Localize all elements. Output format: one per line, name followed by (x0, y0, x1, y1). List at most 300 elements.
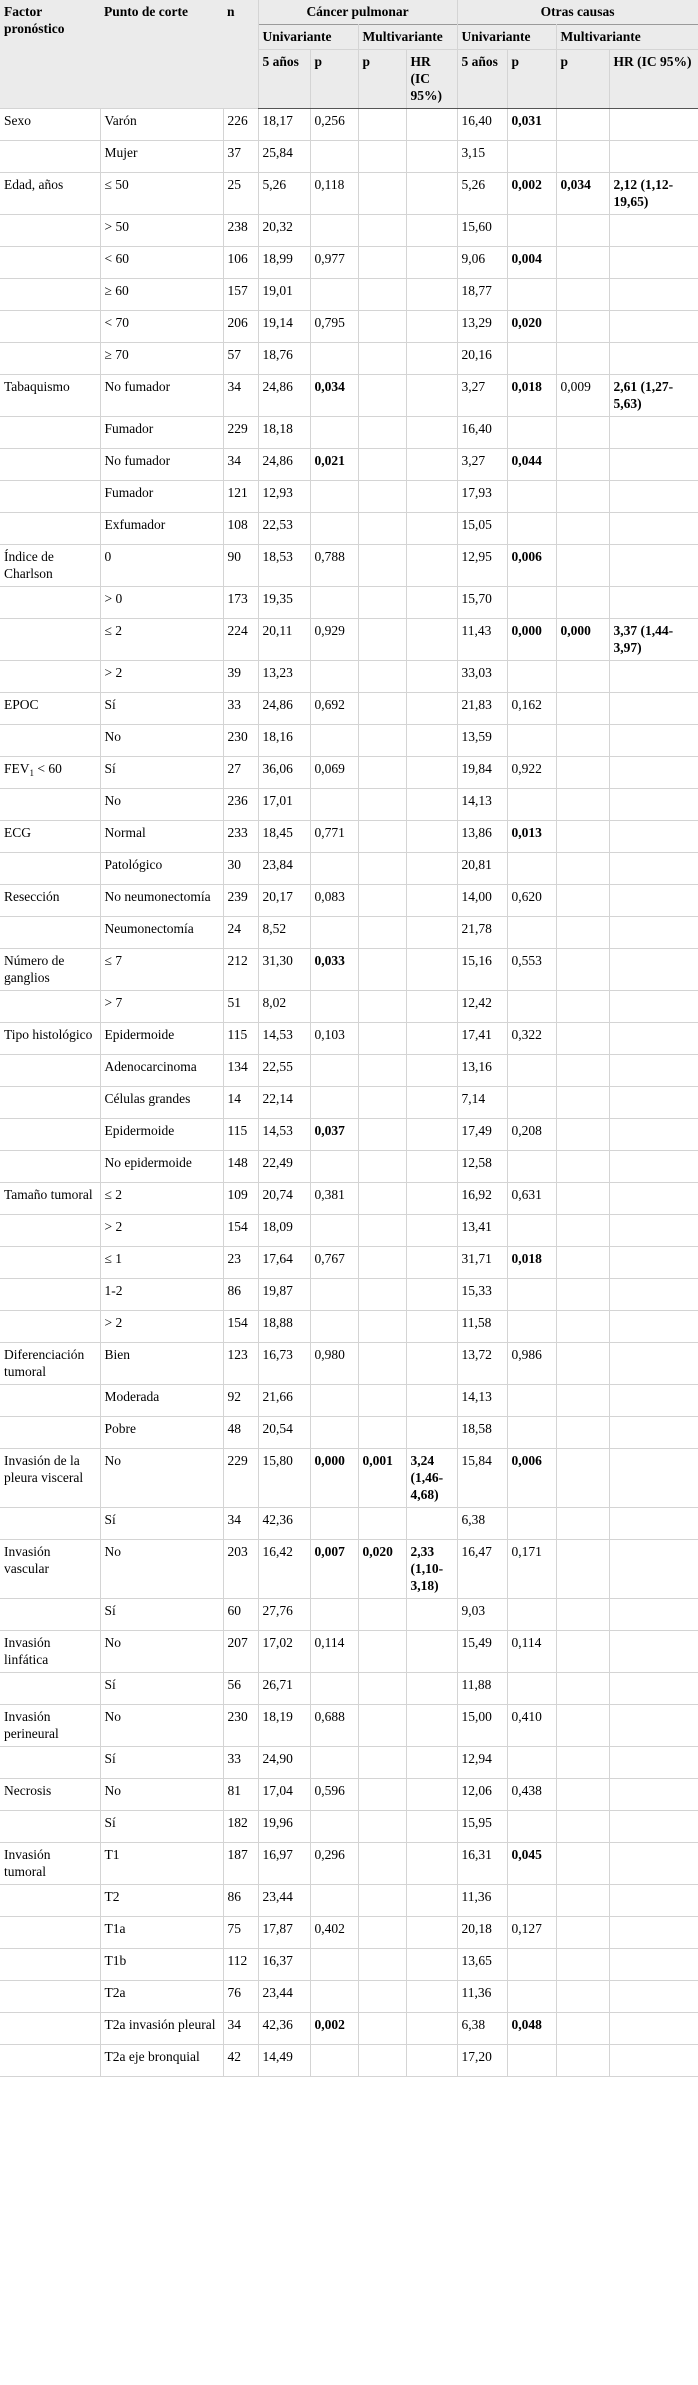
table-row (0, 2045, 698, 2077)
cell-otras-hr (609, 789, 698, 821)
cell-otras-5-anos: 15,70 (457, 587, 507, 619)
cell-cancer-p-uni (310, 1981, 358, 2013)
table-row (0, 2013, 698, 2045)
cell-cancer-p-uni: 0,118 (310, 173, 358, 215)
cell-corte: Varón (100, 109, 223, 141)
cell-cancer-hr (406, 343, 457, 375)
cell-n: 115 (223, 1119, 258, 1151)
cell-otras-p-multi (556, 1449, 609, 1508)
cell-corte: ≤ 50 (100, 173, 223, 215)
cell-otras-hr (609, 1343, 698, 1385)
cell-cancer-p-multi (358, 1885, 406, 1917)
cell-n: 154 (223, 1215, 258, 1247)
cell-otras-5-anos: 16,92 (457, 1183, 507, 1215)
cell-factor (0, 141, 100, 173)
cell-cancer-hr (406, 821, 457, 853)
cell-cancer-hr (406, 1343, 457, 1385)
cell-n: 157 (223, 279, 258, 311)
cell-otras-5-anos: 18,77 (457, 279, 507, 311)
cell-otras-hr (609, 1215, 698, 1247)
cell-otras-hr (609, 109, 698, 141)
cell-otras-hr (609, 1508, 698, 1540)
cell-cancer-p-multi (358, 1119, 406, 1151)
cell-otras-hr (609, 1981, 698, 2013)
cell-cancer-p-uni: 0,788 (310, 545, 358, 587)
cell-cancer-hr (406, 661, 457, 693)
header-otras-univariante: Univariante (457, 25, 556, 50)
cell-corte: Pobre (100, 1417, 223, 1449)
cell-otras-hr (609, 821, 698, 853)
cell-otras-5-anos: 16,31 (457, 1843, 507, 1885)
cell-n: 34 (223, 449, 258, 481)
cell-otras-5-anos: 12,06 (457, 1779, 507, 1811)
cell-factor: Tipo histológico (0, 1023, 100, 1055)
cell-corte: Epidermoide (100, 1119, 223, 1151)
cell-factor (0, 1055, 100, 1087)
cell-otras-hr (609, 1023, 698, 1055)
cell-n: 60 (223, 1599, 258, 1631)
cell-corte: No (100, 725, 223, 757)
header-cancer-5-anos: 5 años (258, 50, 310, 109)
cell-cancer-hr (406, 885, 457, 917)
table-row (0, 1311, 698, 1343)
cell-otras-p-uni (507, 513, 556, 545)
header-otras-p-uni: p (507, 50, 556, 109)
table-row (0, 1917, 698, 1949)
cell-otras-p-uni (507, 789, 556, 821)
cell-otras-5-anos: 15,33 (457, 1279, 507, 1311)
cell-otras-p-uni (507, 1055, 556, 1087)
cell-cancer-p-uni: 0,103 (310, 1023, 358, 1055)
cell-cancer-5-anos: 18,99 (258, 247, 310, 279)
cell-cancer-5-anos: 19,14 (258, 311, 310, 343)
cell-otras-hr (609, 885, 698, 917)
cell-otras-hr (609, 1705, 698, 1747)
cell-otras-p-multi (556, 1055, 609, 1087)
cell-otras-p-uni: 0,322 (507, 1023, 556, 1055)
cell-otras-p-multi (556, 109, 609, 141)
cell-cancer-p-multi (358, 1508, 406, 1540)
table-row (0, 1055, 698, 1087)
cell-n: 230 (223, 1705, 258, 1747)
cell-otras-5-anos: 6,38 (457, 2013, 507, 2045)
cell-corte: > 0 (100, 587, 223, 619)
cell-factor (0, 1119, 100, 1151)
cell-otras-5-anos: 14,00 (457, 885, 507, 917)
header-otras-hr: HR (IC 95%) (609, 50, 698, 109)
cell-cancer-hr (406, 545, 457, 587)
cell-otras-p-multi (556, 1183, 609, 1215)
cell-factor: Invasión linfática (0, 1631, 100, 1673)
cell-otras-5-anos: 13,59 (457, 725, 507, 757)
cell-cancer-5-anos: 42,36 (258, 1508, 310, 1540)
table-row (0, 1215, 698, 1247)
cell-cancer-p-multi (358, 449, 406, 481)
table-row (0, 693, 698, 725)
factor-label: FEV (4, 761, 30, 776)
cell-cancer-p-uni: 0,114 (310, 1631, 358, 1673)
cell-cancer-5-anos: 19,35 (258, 587, 310, 619)
cell-cancer-p-uni: 0,000 (310, 1449, 358, 1508)
cell-cancer-hr (406, 853, 457, 885)
cell-cancer-5-anos: 42,36 (258, 2013, 310, 2045)
cell-otras-p-multi (556, 1508, 609, 1540)
header-cancer-univariante: Univariante (258, 25, 358, 50)
cell-cancer-p-multi (358, 1279, 406, 1311)
cell-cancer-p-multi (358, 821, 406, 853)
cell-corte: ≤ 2 (100, 619, 223, 661)
cell-corte: T2a invasión pleural (100, 2013, 223, 2045)
cell-n: 115 (223, 1023, 258, 1055)
cell-otras-p-multi (556, 417, 609, 449)
cell-cancer-p-uni (310, 1417, 358, 1449)
cell-corte: ≤ 1 (100, 1247, 223, 1279)
cell-cancer-5-anos: 24,86 (258, 449, 310, 481)
table-row (0, 1779, 698, 1811)
cell-otras-p-uni: 0,208 (507, 1119, 556, 1151)
cell-factor: Diferenciación tumoral (0, 1343, 100, 1385)
cell-cancer-p-multi (358, 1417, 406, 1449)
cell-cancer-p-multi (358, 1631, 406, 1673)
cell-cancer-p-multi (358, 1215, 406, 1247)
cell-cancer-5-anos: 17,04 (258, 1779, 310, 1811)
cell-otras-p-uni: 0,114 (507, 1631, 556, 1673)
cell-otras-p-multi (556, 587, 609, 619)
cell-cancer-hr (406, 1508, 457, 1540)
cell-factor (0, 1747, 100, 1779)
table-row (0, 949, 698, 991)
cell-factor (0, 343, 100, 375)
cell-corte: Sí (100, 693, 223, 725)
cell-cancer-p-uni: 0,007 (310, 1540, 358, 1599)
cell-cancer-p-uni (310, 1508, 358, 1540)
cell-cancer-5-anos: 17,02 (258, 1631, 310, 1673)
table-row (0, 545, 698, 587)
cell-cancer-p-multi (358, 1705, 406, 1747)
cell-otras-5-anos: 17,20 (457, 2045, 507, 2077)
cell-cancer-5-anos: 5,26 (258, 173, 310, 215)
cell-cancer-5-anos: 16,97 (258, 1843, 310, 1885)
cell-corte: Sí (100, 1599, 223, 1631)
cell-factor: Invasión tumoral (0, 1843, 100, 1885)
cell-n: 23 (223, 1247, 258, 1279)
cell-otras-p-uni: 0,004 (507, 247, 556, 279)
cell-otras-p-multi (556, 141, 609, 173)
cell-otras-p-multi (556, 1247, 609, 1279)
cell-cancer-p-multi: 0,020 (358, 1540, 406, 1599)
cell-otras-p-multi (556, 1087, 609, 1119)
cell-otras-p-multi (556, 1747, 609, 1779)
cell-otras-p-multi: 0,000 (556, 619, 609, 661)
header-cancer-pulmonar: Cáncer pulmonar (258, 0, 457, 25)
cell-cancer-p-uni: 0,256 (310, 109, 358, 141)
cell-otras-p-uni (507, 1087, 556, 1119)
cell-cancer-5-anos: 18,09 (258, 1215, 310, 1247)
cell-cancer-hr (406, 1417, 457, 1449)
cell-cancer-hr (406, 513, 457, 545)
table-row (0, 1811, 698, 1843)
cell-otras-5-anos: 31,71 (457, 1247, 507, 1279)
cell-cancer-p-uni: 0,083 (310, 885, 358, 917)
cell-otras-hr (609, 725, 698, 757)
cell-corte: ≤ 7 (100, 949, 223, 991)
cell-cancer-5-anos: 14,53 (258, 1023, 310, 1055)
cell-otras-5-anos: 9,06 (457, 247, 507, 279)
cell-otras-5-anos: 14,13 (457, 789, 507, 821)
cell-otras-p-multi (556, 247, 609, 279)
cell-cancer-p-uni (310, 725, 358, 757)
cell-cancer-5-anos: 24,90 (258, 1747, 310, 1779)
cell-otras-hr (609, 853, 698, 885)
cell-otras-p-uni (507, 1885, 556, 1917)
cell-cancer-hr: 3,24 (1,46-4,68) (406, 1449, 457, 1508)
cell-cancer-5-anos: 14,49 (258, 2045, 310, 2077)
cell-otras-hr (609, 1599, 698, 1631)
cell-cancer-p-multi (358, 949, 406, 991)
cell-cancer-p-uni (310, 2045, 358, 2077)
cell-cancer-5-anos: 18,88 (258, 1311, 310, 1343)
cell-factor (0, 2045, 100, 2077)
cell-otras-hr (609, 141, 698, 173)
cell-cancer-p-uni (310, 1385, 358, 1417)
cell-factor (0, 1279, 100, 1311)
table-row (0, 1747, 698, 1779)
cell-factor (0, 1311, 100, 1343)
table-row (0, 853, 698, 885)
cell-otras-p-uni: 0,006 (507, 545, 556, 587)
cell-cancer-hr (406, 1705, 457, 1747)
cell-cancer-p-uni: 0,037 (310, 1119, 358, 1151)
cell-cancer-p-multi (358, 2045, 406, 2077)
cell-corte: 0 (100, 545, 223, 587)
cell-otras-5-anos: 11,36 (457, 1981, 507, 2013)
cell-otras-5-anos: 33,03 (457, 661, 507, 693)
cell-otras-p-uni: 0,438 (507, 1779, 556, 1811)
cell-n: 86 (223, 1279, 258, 1311)
cell-otras-p-multi (556, 991, 609, 1023)
cell-corte: No neumonectomía (100, 885, 223, 917)
cell-cancer-5-anos: 8,52 (258, 917, 310, 949)
cell-otras-p-uni: 0,171 (507, 1540, 556, 1599)
cell-cancer-hr (406, 1811, 457, 1843)
cell-factor (0, 449, 100, 481)
table-row (0, 109, 698, 141)
cell-otras-p-multi (556, 1417, 609, 1449)
cell-corte: T1 (100, 1843, 223, 1885)
table-row (0, 375, 698, 417)
cell-factor (0, 1087, 100, 1119)
cell-factor (0, 757, 100, 789)
cell-otras-hr (609, 1747, 698, 1779)
factor-label-tail: < 60 (34, 761, 62, 776)
cell-otras-hr (609, 2045, 698, 2077)
cell-otras-5-anos: 11,58 (457, 1311, 507, 1343)
cell-otras-hr (609, 1449, 698, 1508)
cell-cancer-p-multi (358, 1087, 406, 1119)
cell-cancer-5-anos: 13,23 (258, 661, 310, 693)
cell-n: 121 (223, 481, 258, 513)
cell-otras-hr (609, 1247, 698, 1279)
cell-otras-5-anos: 16,40 (457, 109, 507, 141)
cell-otras-hr (609, 693, 698, 725)
cell-factor (0, 917, 100, 949)
cell-n: 109 (223, 1183, 258, 1215)
cell-cancer-hr (406, 1087, 457, 1119)
cell-cancer-hr: 2,33 (1,10-3,18) (406, 1540, 457, 1599)
header-factor: Factor pronóstico (0, 0, 100, 109)
cell-n: 86 (223, 1885, 258, 1917)
cell-corte: Bien (100, 1343, 223, 1385)
cell-cancer-p-multi: 0,001 (358, 1449, 406, 1508)
cell-cancer-hr (406, 991, 457, 1023)
cell-otras-5-anos: 16,47 (457, 1540, 507, 1599)
cell-corte: > 2 (100, 1311, 223, 1343)
cell-n: 108 (223, 513, 258, 545)
cell-corte: > 7 (100, 991, 223, 1023)
cell-otras-5-anos: 15,16 (457, 949, 507, 991)
cell-cancer-p-multi (358, 311, 406, 343)
cell-cancer-p-multi (358, 247, 406, 279)
cell-cancer-p-uni: 0,980 (310, 1343, 358, 1385)
cell-otras-p-uni (507, 141, 556, 173)
cell-otras-hr (609, 1540, 698, 1599)
cell-cancer-5-anos: 24,86 (258, 375, 310, 417)
cell-cancer-p-uni (310, 1279, 358, 1311)
cell-n: 81 (223, 1779, 258, 1811)
table-row (0, 215, 698, 247)
cell-cancer-hr (406, 311, 457, 343)
cell-otras-hr (609, 449, 698, 481)
cell-cancer-hr (406, 247, 457, 279)
cell-cancer-hr (406, 1119, 457, 1151)
cell-cancer-5-anos: 36,06 (258, 757, 310, 789)
cell-n: 33 (223, 693, 258, 725)
cell-otras-5-anos: 12,58 (457, 1151, 507, 1183)
table-row (0, 1183, 698, 1215)
cell-factor: ECG (0, 821, 100, 853)
cell-cancer-5-anos: 22,14 (258, 1087, 310, 1119)
cell-otras-p-uni (507, 1215, 556, 1247)
table-row (0, 141, 698, 173)
cell-n: 154 (223, 1311, 258, 1343)
cell-otras-5-anos: 13,16 (457, 1055, 507, 1087)
cell-corte: No (100, 1540, 223, 1599)
cell-otras-5-anos: 12,94 (457, 1747, 507, 1779)
cell-otras-p-multi (556, 1981, 609, 2013)
cell-otras-p-uni (507, 1279, 556, 1311)
cell-cancer-5-anos: 23,44 (258, 1981, 310, 2013)
cell-factor (0, 853, 100, 885)
cell-cancer-5-anos: 22,55 (258, 1055, 310, 1087)
cell-cancer-p-uni (310, 1673, 358, 1705)
cell-n: 24 (223, 917, 258, 949)
table-row (0, 1599, 698, 1631)
cell-otras-hr (609, 279, 698, 311)
cell-cancer-hr (406, 2045, 457, 2077)
cell-corte: < 70 (100, 311, 223, 343)
cell-otras-p-uni (507, 1599, 556, 1631)
cell-n: 182 (223, 1811, 258, 1843)
cell-cancer-p-uni: 0,688 (310, 1705, 358, 1747)
factor-subscript: 1 (29, 768, 35, 778)
cell-cancer-p-uni (310, 1811, 358, 1843)
cell-cancer-p-multi (358, 587, 406, 619)
cell-otras-p-uni: 0,410 (507, 1705, 556, 1747)
cell-corte: Sí (100, 1673, 223, 1705)
cell-cancer-p-multi (358, 1023, 406, 1055)
cell-cancer-hr (406, 1673, 457, 1705)
cell-factor (0, 279, 100, 311)
cell-cancer-hr (406, 215, 457, 247)
cell-cancer-5-anos: 20,17 (258, 885, 310, 917)
cell-cancer-5-anos: 8,02 (258, 991, 310, 1023)
cell-cancer-p-uni (310, 513, 358, 545)
cell-n: 207 (223, 1631, 258, 1673)
cell-n: 206 (223, 311, 258, 343)
cell-otras-hr (609, 1151, 698, 1183)
cell-n: 39 (223, 661, 258, 693)
cell-cancer-p-multi (358, 661, 406, 693)
cell-otras-hr (609, 1843, 698, 1885)
cell-cancer-p-multi (358, 279, 406, 311)
cell-cancer-p-uni (310, 587, 358, 619)
cell-cancer-hr (406, 1215, 457, 1247)
table-row (0, 1279, 698, 1311)
cell-cancer-hr (406, 1151, 457, 1183)
cell-factor (0, 1981, 100, 2013)
cell-corte: Adenocarcinoma (100, 1055, 223, 1087)
cell-otras-p-multi (556, 311, 609, 343)
cell-corte: No (100, 1631, 223, 1673)
cell-otras-p-uni: 0,020 (507, 311, 556, 343)
header-cancer-hr: HR (IC 95%) (406, 50, 457, 109)
cell-otras-hr (609, 1183, 698, 1215)
cell-factor (0, 1247, 100, 1279)
cell-otras-p-multi (556, 1385, 609, 1417)
cell-otras-hr (609, 949, 698, 991)
table-row (0, 885, 698, 917)
cell-cancer-hr (406, 1631, 457, 1673)
cell-cancer-p-multi (358, 1151, 406, 1183)
cell-cancer-p-multi (358, 1949, 406, 1981)
cell-n: 90 (223, 545, 258, 587)
cell-otras-p-multi: 0,034 (556, 173, 609, 215)
cell-otras-5-anos: 6,38 (457, 1508, 507, 1540)
cell-cancer-p-uni: 0,002 (310, 2013, 358, 2045)
cell-cancer-p-uni (310, 417, 358, 449)
cell-cancer-p-uni: 0,033 (310, 949, 358, 991)
cell-corte: T1a (100, 1917, 223, 1949)
cell-corte: No epidermoide (100, 1151, 223, 1183)
cell-cancer-5-anos: 18,76 (258, 343, 310, 375)
cell-cancer-5-anos: 17,87 (258, 1917, 310, 1949)
header-cancer-p-multi: p (358, 50, 406, 109)
cell-otras-p-multi (556, 545, 609, 587)
cell-corte: Sí (100, 1508, 223, 1540)
cell-otras-p-uni (507, 661, 556, 693)
cell-otras-5-anos: 17,49 (457, 1119, 507, 1151)
cell-otras-5-anos: 16,40 (457, 417, 507, 449)
cell-otras-p-uni (507, 1981, 556, 2013)
cell-n: 134 (223, 1055, 258, 1087)
cell-factor: Tabaquismo (0, 375, 100, 417)
cell-n: 187 (223, 1843, 258, 1885)
cell-otras-p-uni (507, 215, 556, 247)
cell-otras-5-anos: 13,86 (457, 821, 507, 853)
cell-cancer-5-anos: 18,19 (258, 1705, 310, 1747)
table-row (0, 1023, 698, 1055)
table-row (0, 247, 698, 279)
